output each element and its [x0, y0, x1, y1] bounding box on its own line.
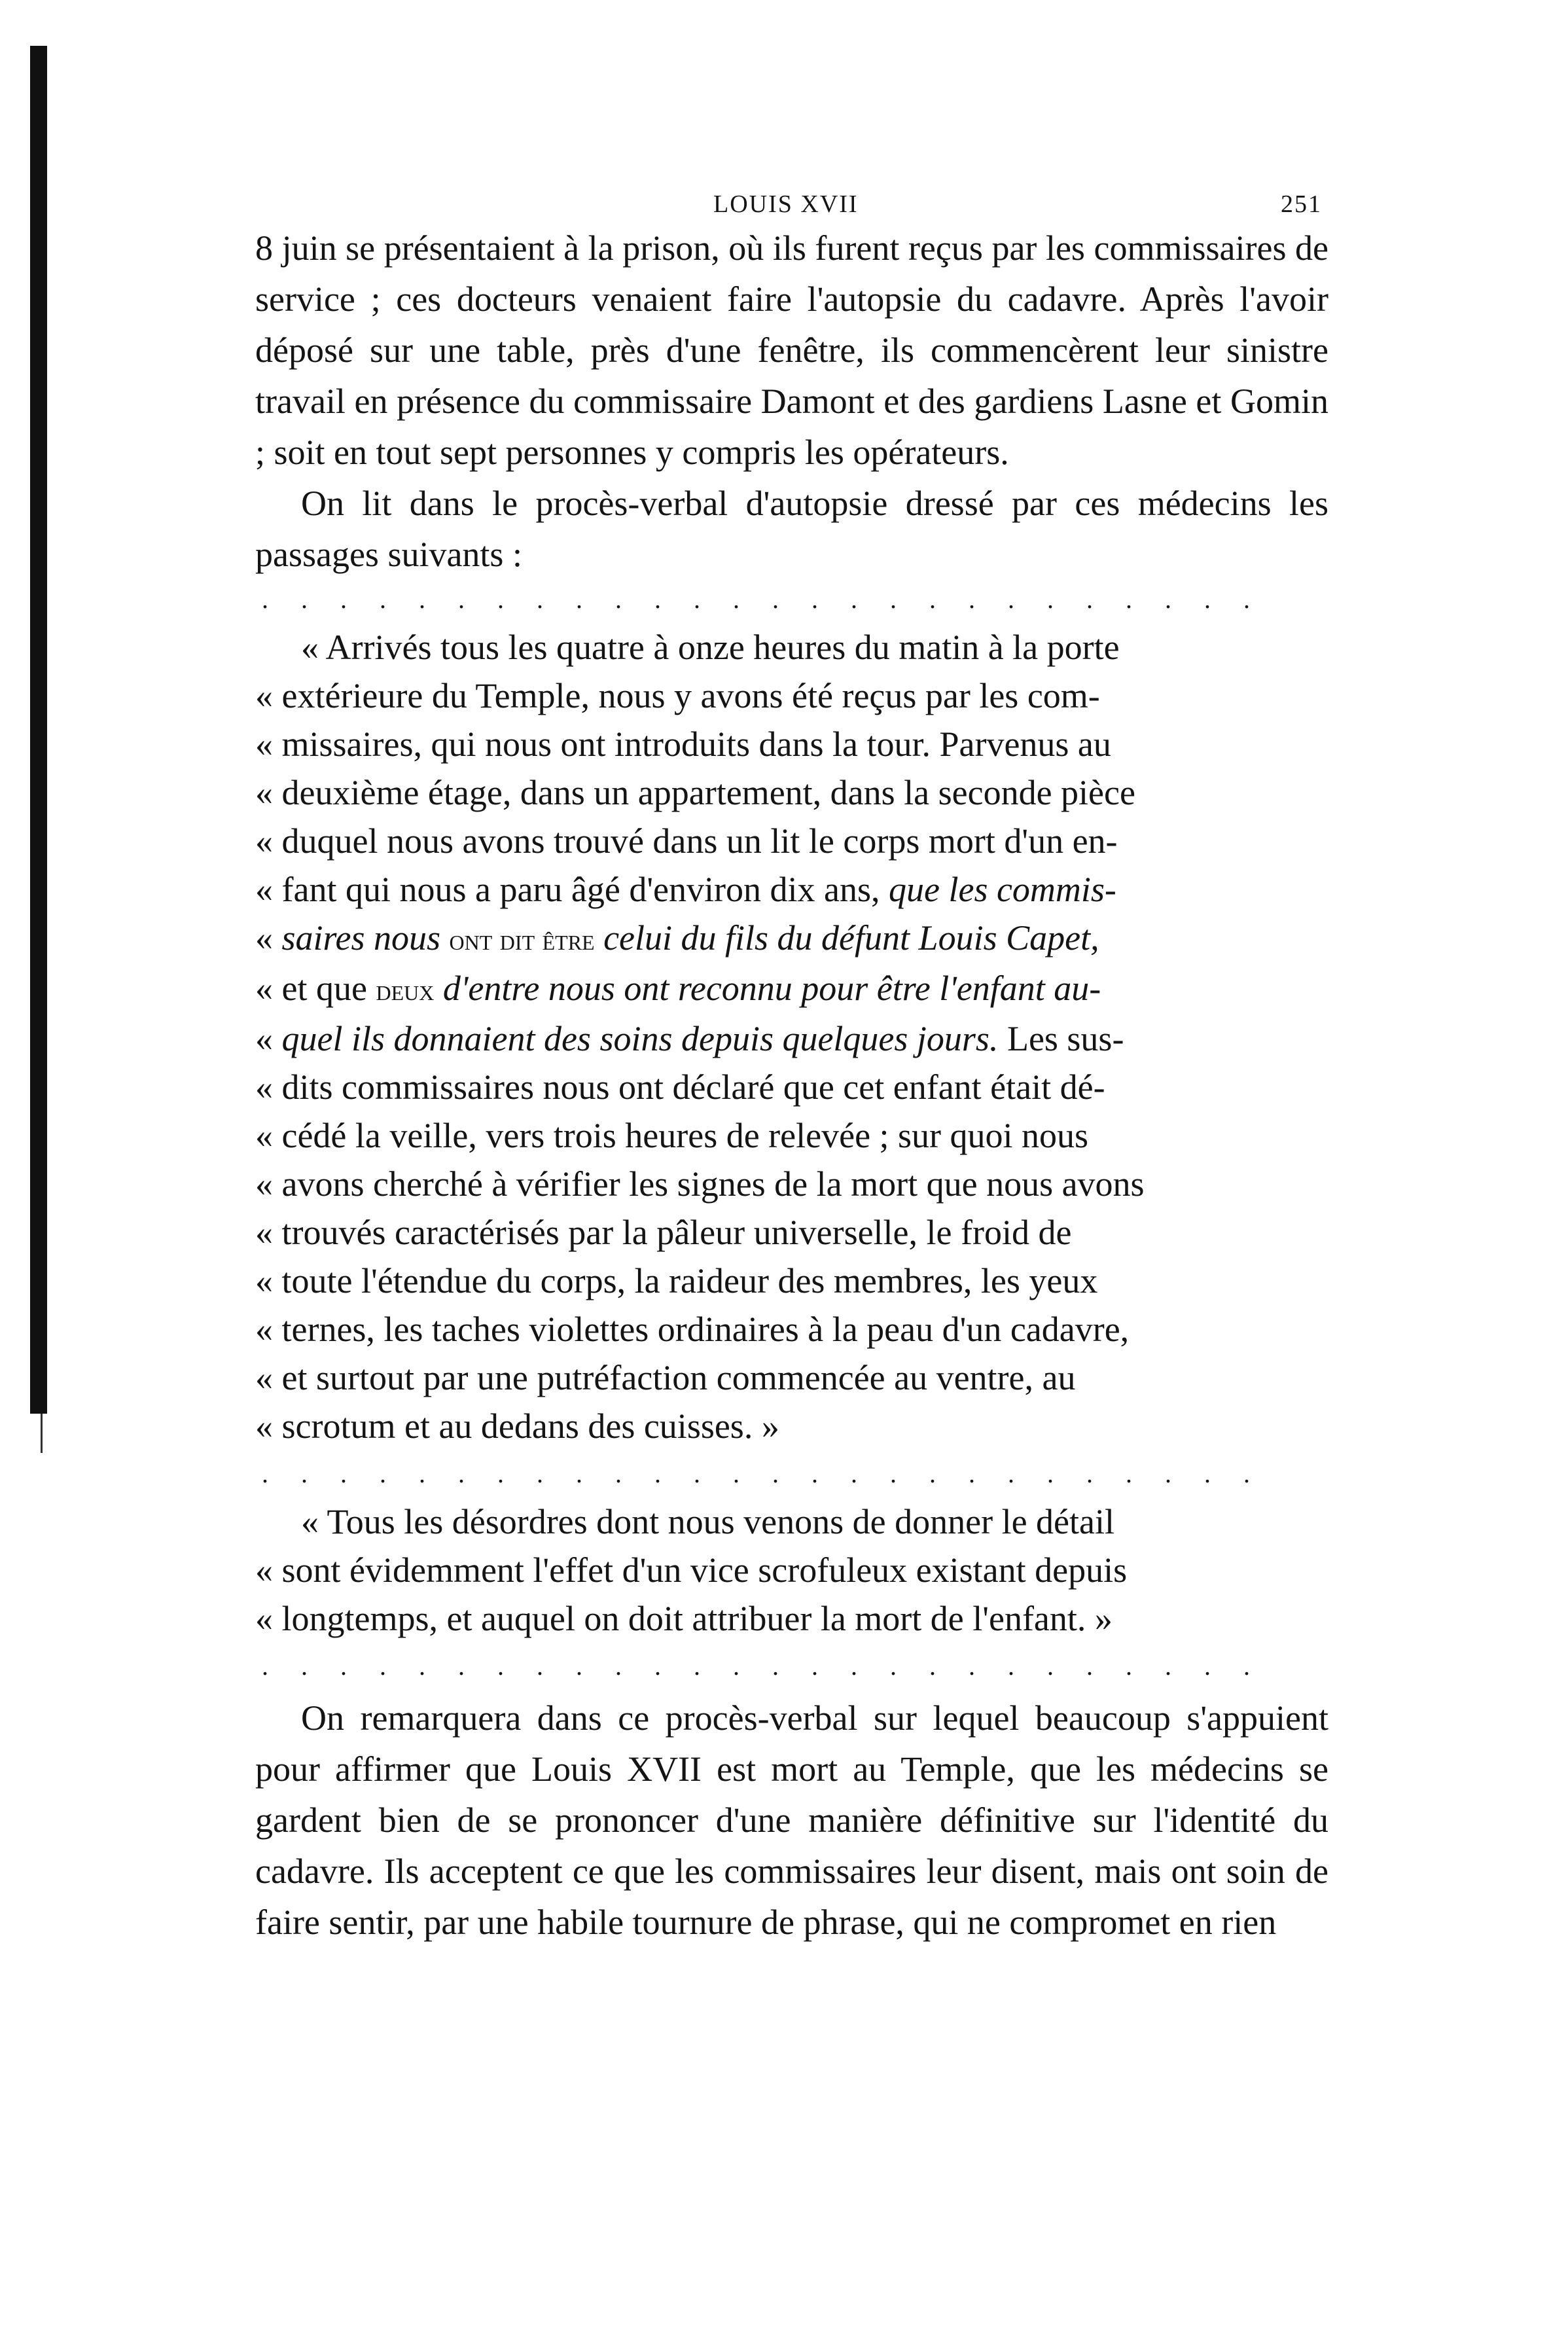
- quote-italic: quel ils donnaient des soins depuis quelques jours.: [281, 1019, 999, 1058]
- quote-italic: celui du fils du défunt Louis Capet,: [603, 918, 1099, 958]
- quote-line: [255, 1014, 1328, 1063]
- scan-edge-bar: [30, 46, 47, 1414]
- quote-line: « missaires, qui nous ont introduits dans la tour. Parvenus au: [255, 725, 1111, 764]
- quote-small-caps: ont dit être: [449, 923, 595, 956]
- quote-line: « ternes, les taches violettes ordinaires à la peau d'un cadavre,: [255, 1310, 1130, 1349]
- quote-line: « trouvés caractérisés par la pâleur universelle, le froid de: [255, 1213, 1072, 1252]
- quote-small-caps: deux: [376, 973, 435, 1007]
- quote-line: [255, 865, 1328, 914]
- quote-line: [255, 914, 1328, 964]
- quote-line: « Arrivés tous les quatre à onze heures du matin à la porte: [301, 628, 1120, 667]
- paragraph-3: On remarquera dans ce procès-verbal sur lequel beaucoup s'appuient pour affirmer que Louis XVII est mort au Temple, que les médecins se gardent bien de se prononcer d'une manière définitive sur l'identité du cadavre. Ils acceptent ce que les commissaires leur disent, mais ont soin de faire sentir, par une habile tournure de phrase, qui ne compromet en rien: [255, 1698, 1328, 1942]
- quote-text: « fant qui nous a paru âgé d'environ dix ans,: [255, 870, 880, 909]
- quote-text: « et que: [255, 969, 367, 1008]
- quote-line: [255, 964, 1328, 1014]
- quote-line: « sont évidemment l'effet d'un vice scrofuleux existant depuis: [255, 1550, 1128, 1590]
- quote-line: « duquel nous avons trouvé dans un lit le corps mort d'un en-: [255, 821, 1118, 861]
- scan-edge-mark: [41, 1414, 43, 1453]
- quote-line: « scrotum et au dedans des cuisses. »: [255, 1406, 779, 1446]
- running-head-title: LOUIS XVII: [713, 190, 859, 218]
- paragraph-1: 8 juin se présentaient à la prison, où ils furent reçus par les commissaires de service ; ces docteurs venaient faire l'autopsie du cadavre. Après l'avoir déposé sur une table, près d'une fenêtre, ils commencèrent leur sinistre travail en présence du commissaire Damont et des gardiens Lasne et Gomin ; soit en tout sept personnes y compris les opérateurs.: [255, 228, 1328, 472]
- running-head: [255, 170, 1328, 223]
- page-number: 251: [1281, 190, 1322, 218]
- quote-line: « dits commissaires nous ont déclaré que cet enfant était dé-: [255, 1067, 1105, 1107]
- ellipsis-separator-1: . . . . . . . . . . . . . . . . . . . . . . . . . .: [262, 584, 1263, 614]
- quote-guillemet: «: [255, 1019, 282, 1058]
- quote-line: « extérieure du Temple, nous y avons été reçus par les com-: [255, 676, 1100, 715]
- quote-line: « cédé la veille, vers trois heures de relevée ; sur quoi nous: [255, 1116, 1089, 1155]
- quote-guillemet: «: [255, 918, 282, 958]
- paragraph-2: On lit dans le procès-verbal d'autopsie dressé par ces médecins les passages suivants :: [255, 484, 1328, 574]
- quote-line: « toute l'étendue du corps, la raideur des membres, les yeux: [255, 1261, 1098, 1300]
- autopsy-quote-1: [255, 623, 1328, 1450]
- book-page: [255, 170, 1328, 1948]
- quote-italic: saires nous: [281, 918, 441, 958]
- ellipsis-separator-2: . . . . . . . . . . . . . . . . . . . . . . . . . .: [262, 1459, 1263, 1488]
- quote-line: « Tous les désordres dont nous venons de donner le détail: [301, 1502, 1115, 1541]
- quote-line: « longtemps, et auquel on doit attribuer la mort de l'enfant. »: [255, 1599, 1113, 1638]
- quote-italic: d'entre nous ont reconnu pour être l'enfant au-: [442, 969, 1101, 1008]
- ellipsis-separator-3: . . . . . . . . . . . . . . . . . . . . . . . . . .: [262, 1651, 1263, 1681]
- autopsy-quote-2: [255, 1497, 1328, 1643]
- quote-line: « et surtout par une putréfaction commencée au ventre, au: [255, 1358, 1076, 1397]
- quote-line: « deuxième étage, dans un appartement, dans la seconde pièce: [255, 773, 1135, 812]
- quote-line: « avons cherché à vérifier les signes de la mort que nous avons: [255, 1164, 1145, 1204]
- quote-text: Les sus-: [1007, 1019, 1124, 1058]
- quote-italic: que les commis-: [889, 870, 1116, 909]
